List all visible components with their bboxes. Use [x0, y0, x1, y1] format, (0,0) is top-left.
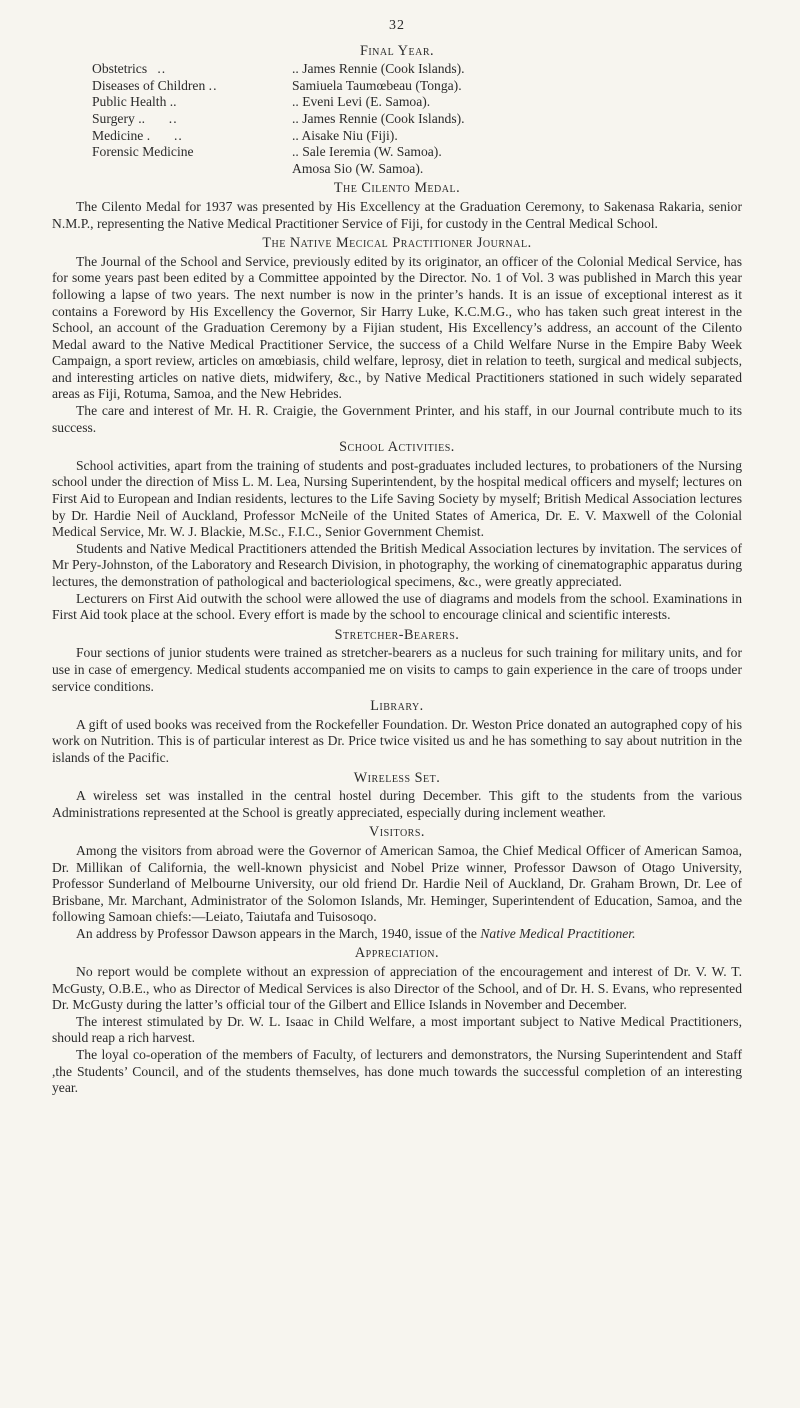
paragraph: The care and interest of Mr. H. R. Craigie, the Government Printer, and his staff, in our Journal contribute much to its success. — [52, 403, 742, 435]
result-subject: Surgery .. .. — [92, 110, 178, 126]
journal-title: Native Medical Practitioner. — [480, 925, 636, 941]
result-names: .. Eveni Levi (E. Samoa). — [292, 94, 431, 110]
paragraph: A wireless set was installed in the central hostel during December. This gift to the students from the various Administrations represented at the School is greatly appreciated, especially during inclement weather. — [52, 788, 742, 820]
section-cilento-medal — [52, 180, 742, 232]
result-subject — [92, 161, 292, 178]
heading-stretcher-bearers: Stretcher-Bearers. — [334, 626, 460, 643]
paragraph: A gift of used books was received from the Rockefeller Foundation. Dr. Weston Price donated an autographed copy of his work on Nutrition. This is of particular interest as Dr. Price twice visited us and he has something to say about nutrition in the islands of the Pacific. — [52, 716, 742, 765]
result-names: .. Aisake Niu (Fiji). — [292, 127, 398, 143]
section-wireless-set — [52, 770, 742, 822]
paragraph: The interest stimulated by Dr. W. L. Isaac in Child Welfare, a most important subject to Native Medical Practitioners, should reap a rich harvest. — [52, 1013, 742, 1046]
final-year-results — [92, 61, 742, 177]
heading-visitors: Visitors. — [369, 824, 425, 841]
result-names: .. James Rennie (Cook Islands). — [292, 110, 465, 126]
section-visitors — [52, 824, 742, 942]
paragraph: The Journal of the School and Service, previously edited by its originator, an officer of the Colonial Medical Service, has for some years past been edited by a Committee appointed by the Director. No. 1 of Vol. 3 was published in March this year following a lapse of two years. The next number is now in the printer’s hands. It is an issue of exceptional interest as it contains a Foreword by His Excellency the Governor, Sir Harry Luke, K.C.M.G., who has taken such great interest in the School, an account of the Graduation Ceremony by a Fijian student, His Excellency’s address, an account of the Cilento Medal award to the Native Medical Practitioner Service, the success of a Child Welfare Nurse in the Empire Baby Week Campaign, a sport review, articles on amœbiasis, child welfare, leprosy, diet in relation to teeth, surgical and medical subjects, and interesting articles on native diets, midwifery, &c., by Native Medical Practitioners stationed in such widely separated areas as Fiji, Rotuma, Samoa, and the New Hebrides. — [52, 253, 742, 402]
heading-library: Library. — [370, 698, 424, 715]
result-subject: Public Health .. — [92, 94, 177, 110]
heading-final-year: Final Year. — [359, 42, 435, 59]
result-row — [92, 78, 742, 95]
result-row — [92, 161, 742, 178]
paragraph: Among the visitors from abroad were the Governor of American Samoa, the Chief Medical Officer of American Samoa, Dr. Millikan of California, the well-known physicist and Nobel Prize winner, Professor Dawson of Otago University, Professor Sunderland of Melbourne University, our old friend Dr. Hardie Neil of Auckland, Dr. Graham Brown, Dr. Lee of Brisbane, Mr. Marchant, Administrator of the Solomon Islands, Mr. Heminger, Superintendent of Education, Samoa, and the following Samoan chiefs:—Leiato, Taiutafa and Tuisosoqo. — [52, 842, 742, 925]
paragraph: The loyal co-operation of the members of Faculty, of lecturers and demonstrators, the Nursing Superintendent and Staff ,the Students’ Council, and of the students themselves, has done much towards the successful completion of an interesting year. — [52, 1047, 742, 1096]
paragraph: Four sections of junior students were trained as stretcher-bearers as a nucleus for such training for military units, and for use in case of emergency. Medical students accompanied me on visits to camps to gain experience in the care of troops under service conditions. — [52, 645, 742, 694]
result-row — [92, 128, 742, 145]
paragraph: Lecturers on First Aid outwith the school were allowed the use of diagrams and models from the school. Examinations in First Aid took place at the school. Every effort is made by the school to encourage clinical and scientific interests. — [52, 590, 742, 623]
section-school-activities — [52, 439, 742, 624]
result-subject: Obstetrics .. — [92, 61, 167, 77]
heading-appreciation: Appreciation. — [354, 945, 440, 962]
paragraph — [52, 926, 742, 943]
heading-journal: The Native Mecical Practitioner Journal. — [262, 235, 532, 252]
result-row — [92, 144, 742, 161]
result-subject: Forensic Medicine — [92, 144, 194, 160]
heading-cilento-medal: The Cilento Medal. — [333, 180, 461, 197]
result-names: .. James Rennie (Cook Islands). — [292, 61, 465, 77]
result-subject: Medicine . .. — [92, 127, 183, 143]
page-number: 32 — [389, 18, 405, 33]
section-library — [52, 698, 742, 766]
section-stretcher-bearers — [52, 627, 742, 695]
paragraph: Students and Native Medical Practitioners attended the British Medical Association lectures by invitation. The services of Mr Pery-Johnston, of the Laboratory and Research Division, in photography, the working of cinematographic apparatus during lectures, the demonstration of pathological and bacteriological specimens, &c., were greatly appreciated. — [52, 540, 742, 589]
result-subject: Diseases of Children .. — [92, 77, 218, 93]
result-row — [92, 94, 742, 111]
result-names: Samiuela Taumœbeau (Tonga). — [292, 77, 462, 93]
result-row — [92, 61, 742, 78]
section-final-year — [52, 43, 742, 178]
paragraph-text: An address by Professor Dawson appears in the March, 1940, issue of the — [76, 925, 481, 941]
paragraph: School activities, apart from the training of students and post-graduates included lectures, to probationers of the Nursing school under the direction of Miss L. M. Lea, Nursing Superintendent, by the hospital medical officers and myself; lectures on First Aid to European and Indian residents, lectures to the Life Saving Society by myself; British Medical Association lectures by Dr. Hardie Neil of Auckland, Professor McNeile of the United States of America, Dr. E. V. Maxwell of the Colonial Medical Service, Mr. W. J. Blackie, M.Sc., F.I.C., Senior Government Chemist. — [52, 457, 742, 540]
result-names: .. Sale Ieremia (W. Samoa). — [292, 144, 442, 160]
paragraph: The Cilento Medal for 1937 was presented by His Excellency at the Graduation Ceremony, to Sakenasa Rakaria, senior N.M.P., representing the Native Medical Practitioner Service of Fiji, for custody in the Central Medical School. — [52, 198, 742, 231]
result-row — [92, 111, 742, 128]
result-names: Amosa Sio (W. Samoa). — [292, 160, 424, 176]
paragraph: No report would be complete without an expression of appreciation of the encouragement and interest of Dr. V. W. T. McGusty, O.B.E., who as Director of Medical Services is also Director of the School, and of Dr. H. S. Evans, who represented Dr. McGusty during the latter’s official tour of the Gilbert and Ellice Islands in November and December. — [52, 964, 742, 1013]
section-journal — [52, 235, 742, 436]
heading-school-activities: School Activities. — [339, 439, 455, 456]
section-appreciation — [52, 945, 742, 1096]
heading-wireless-set: Wireless Set. — [353, 769, 441, 786]
